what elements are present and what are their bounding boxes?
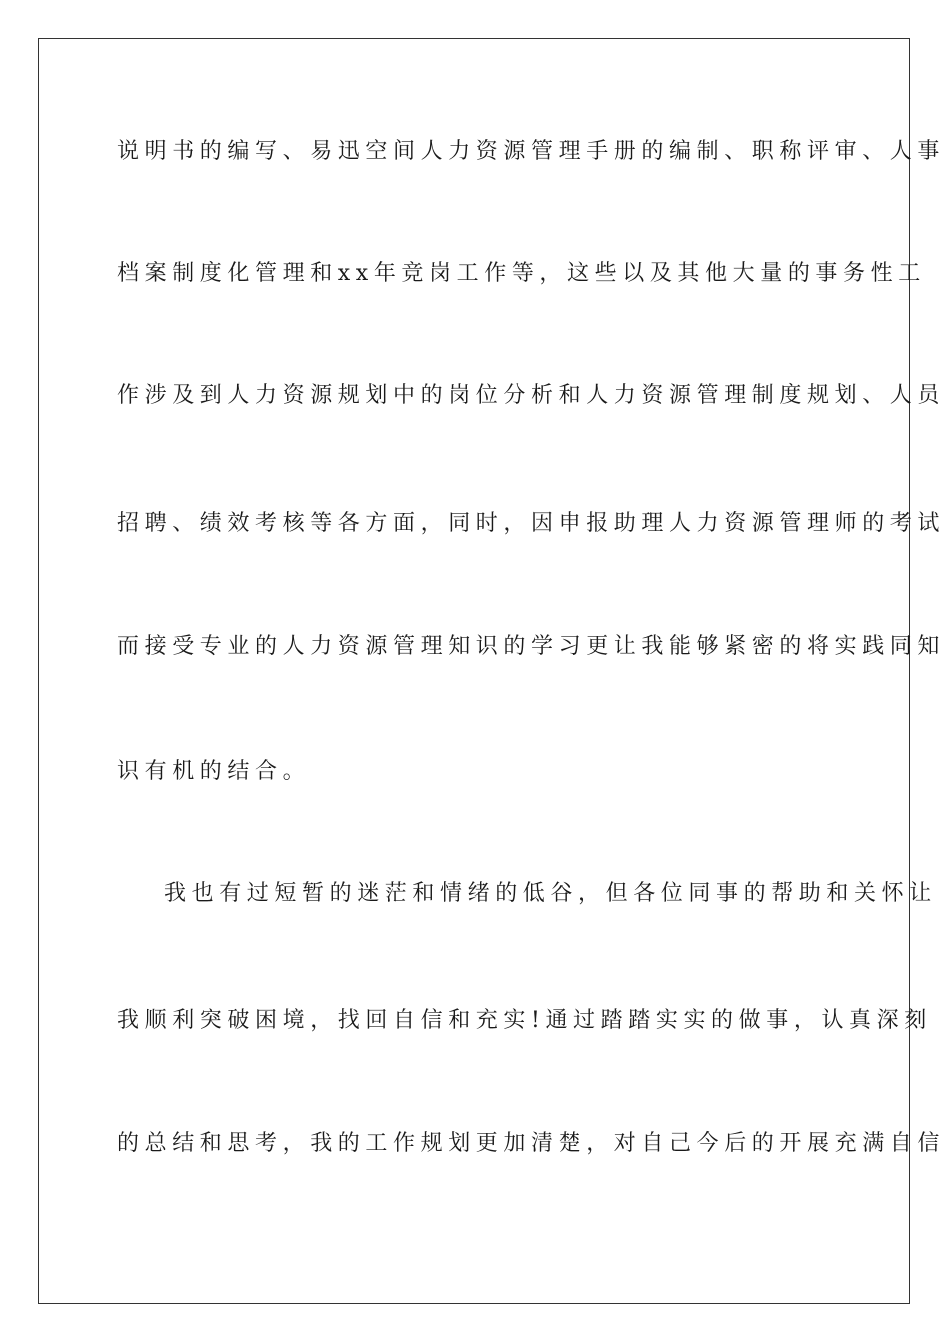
text-line: 我顺利突破困境，找回自信和充实!通过踏踏实实的做事，认真深刻 bbox=[117, 1008, 932, 1033]
page-frame bbox=[38, 38, 910, 1304]
text-line: 的总结和思考，我的工作规划更加清楚，对自己今后的开展充满自信 bbox=[117, 1131, 946, 1156]
text-line: 招聘、绩效考核等各方面，同时，因申报助理人力资源管理师的考试 bbox=[117, 511, 946, 536]
text-line: 识有机的结合。 bbox=[117, 759, 311, 784]
text-line: 说明书的编写、易迅空间人力资源管理手册的编制、职称评审、人事 bbox=[117, 139, 946, 164]
text-line: 档案制度化管理和xx年竞岗工作等，这些以及其他大量的事务性工 bbox=[117, 261, 926, 286]
paragraph-first-line: 我也有过短暂的迷茫和情绪的低谷，但各位同事的帮助和关怀让 bbox=[164, 881, 937, 906]
text-line: 而接受专业的人力资源管理知识的学习更让我能够紧密的将实践同知 bbox=[117, 634, 946, 659]
text-line: 作涉及到人力资源规划中的岗位分析和人力资源管理制度规划、人员 bbox=[117, 383, 946, 408]
